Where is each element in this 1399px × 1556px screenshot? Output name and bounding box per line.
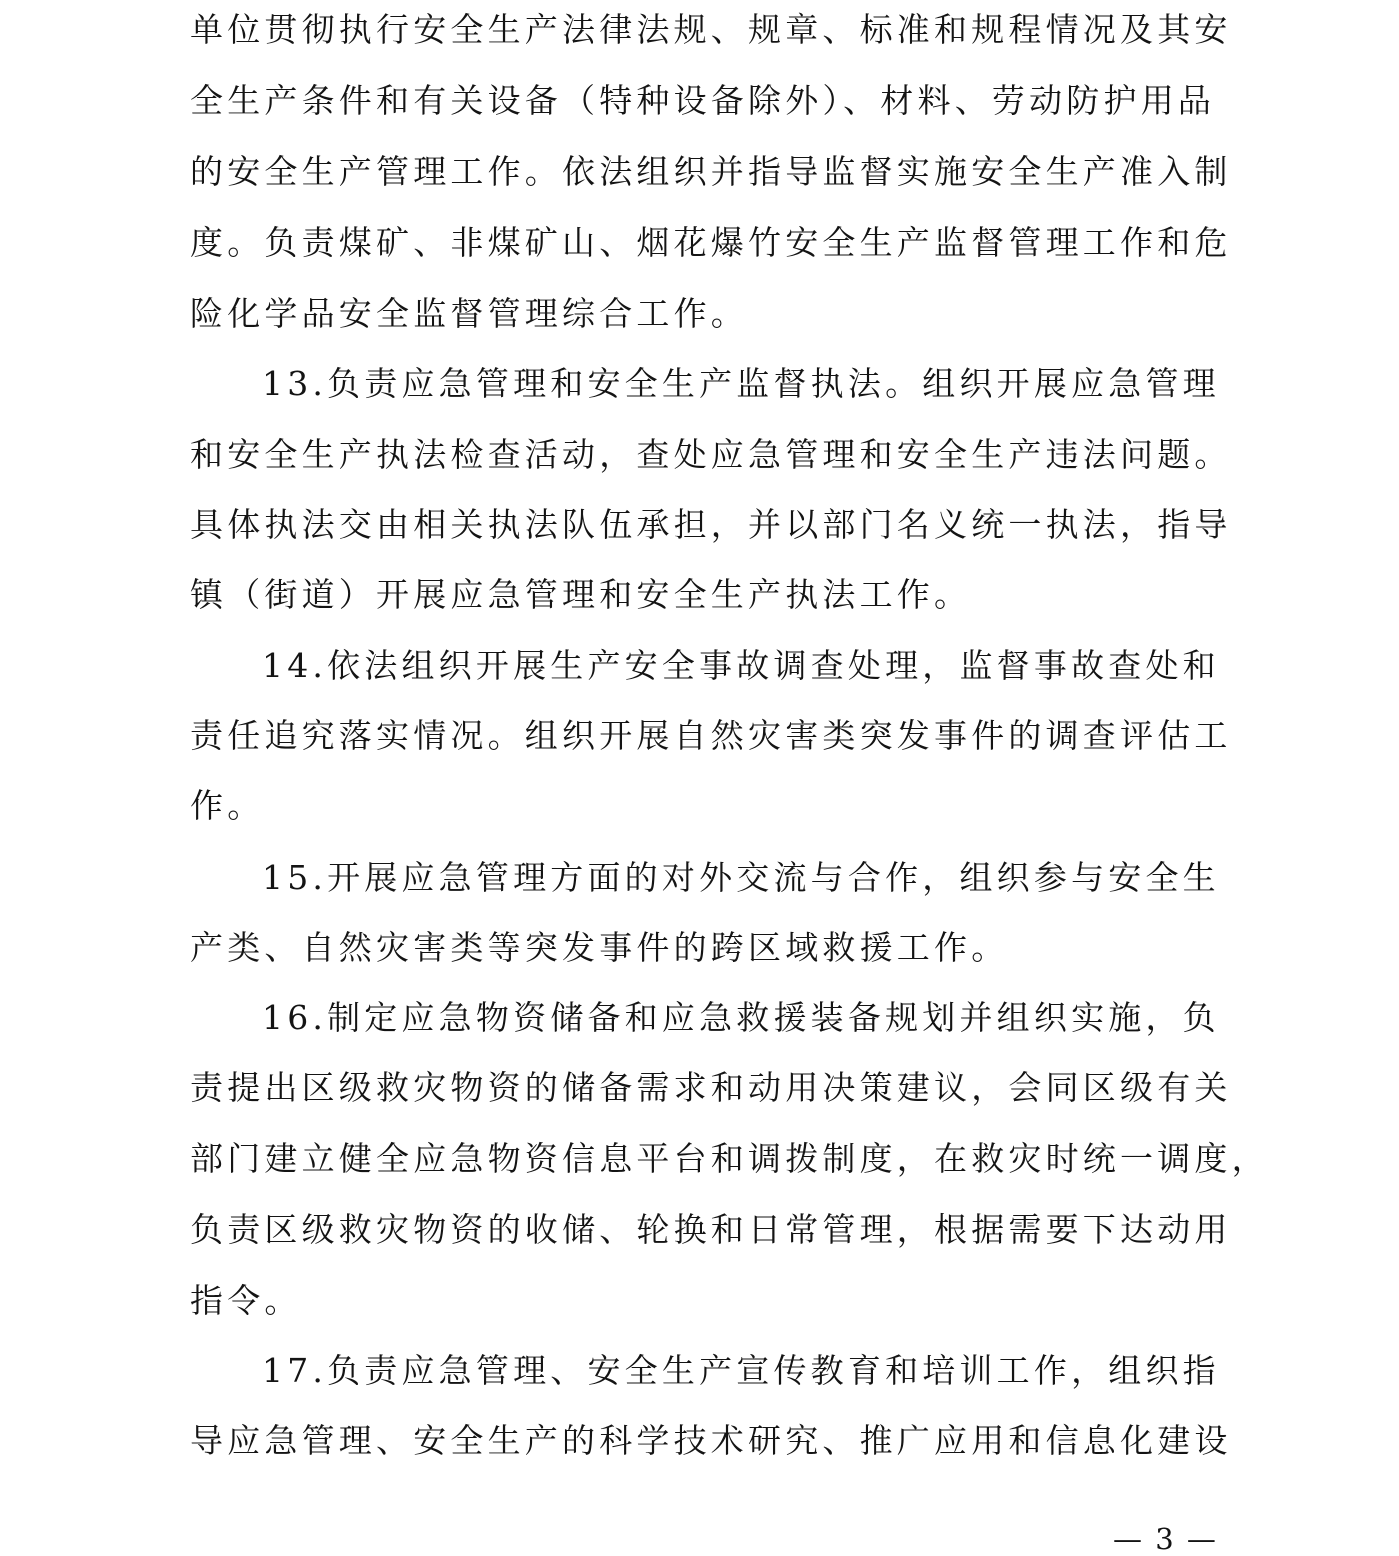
text-line: 产类、自然灾害类等突发事件的跨区域救援工作。 — [190, 928, 1009, 967]
text-line: 指令。 — [190, 1281, 302, 1320]
page-number: — 3 — — [1113, 1522, 1218, 1556]
text-line: 和安全生产执法检查活动，查处应急管理和安全生产违法问题。 — [190, 435, 1232, 474]
paragraph-first-line: 16.制定应急物资储备和应急救援装备规划并组织实施，负 — [262, 998, 1220, 1037]
text-line: 镇（街道）开展应急管理和安全生产执法工作。 — [190, 575, 972, 614]
text-line: 负责区级救灾物资的收储、轮换和日常管理，根据需要下达动用 — [190, 1210, 1232, 1249]
paragraph-first-line: 14.依法组织开展生产安全事故调查处理，监督事故查处和 — [262, 646, 1220, 685]
text-line: 作。 — [190, 786, 265, 825]
text-line: 度。负责煤矿、非煤矿山、烟花爆竹安全生产监督管理工作和危 — [190, 223, 1232, 262]
paragraph-first-line: 17.负责应急管理、安全生产宣传教育和培训工作，组织指 — [262, 1351, 1220, 1390]
text-line: 的安全生产管理工作。依法组织并指导监督实施安全生产准入制 — [190, 152, 1232, 191]
text-line: 责提出区级救灾物资的储备需求和动用决策建议，会同区级有关 — [190, 1068, 1232, 1107]
text-line: 单位贯彻执行安全生产法律法规、规章、标准和规程情况及其安 — [190, 10, 1232, 49]
paragraph-first-line: 13.负责应急管理和安全生产监督执法。组织开展应急管理 — [262, 364, 1220, 403]
text-line: 导应急管理、安全生产的科学技术研究、推广应用和信息化建设 — [190, 1421, 1232, 1460]
text-line: 全生产条件和有关设备（特种设备除外）、材料、劳动防护用品 — [190, 81, 1216, 120]
text-line: 部门建立健全应急物资信息平台和调拨制度，在救灾时统一调度， — [190, 1139, 1269, 1178]
paragraph-first-line: 15.开展应急管理方面的对外交流与合作，组织参与安全生 — [262, 858, 1220, 897]
text-line: 具体执法交由相关执法队伍承担，并以部门名义统一执法，指导 — [190, 505, 1232, 544]
text-line: 险化学品安全监督管理综合工作。 — [190, 294, 748, 333]
text-line: 责任追究落实情况。组织开展自然灾害类突发事件的调查评估工 — [190, 716, 1232, 755]
